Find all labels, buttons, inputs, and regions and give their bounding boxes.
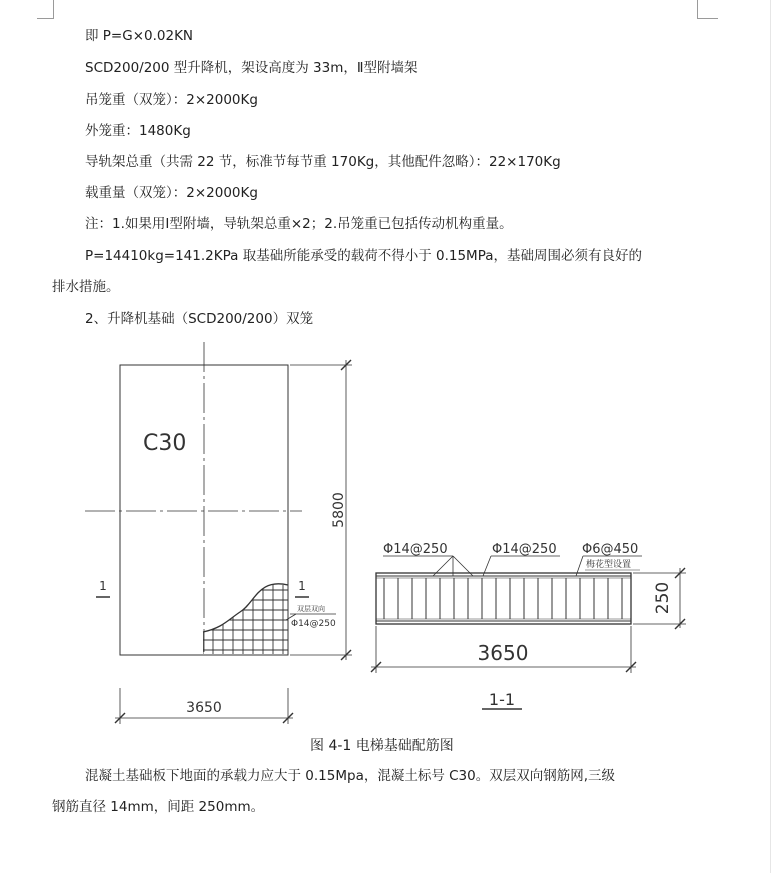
rebar-label-2: Φ14@250 [492, 542, 557, 557]
text-line-5: 导轨架总重（共需 22 节，标准节每节重 170Kg，其他配件忽略）：22×170Kg [85, 154, 561, 170]
rebar-note-double-layer: 双层双向 [297, 605, 325, 613]
rebar-note-spacing: Φ14@250 [291, 619, 336, 629]
concrete-grade-label: C30 [143, 431, 187, 456]
foundation-drawing [0, 335, 775, 725]
paragraph-line-1: 混凝土基础板下地面的承载力应大于 0.15Mpa，混凝土标号 C30。双层双向钢筋网,三级 [85, 768, 616, 784]
dim-text-3650-section: 3650 [477, 641, 529, 665]
mesh-break-curve [203, 584, 288, 632]
text-line-10: 2、升降机基础（SCD200/200）双笼 [85, 311, 314, 327]
corner-mark-left-h [37, 18, 53, 19]
text-line-2: SCD200/200 型升降机，架设高度为 33m，Ⅱ型附墙架 [85, 60, 418, 76]
text-line-8: P=14410kg=141.2KPa 取基础所能承受的载荷不得小于 0.15MPa，基础周围必须有良好的 [85, 248, 642, 264]
section-title: 1-1 [488, 690, 516, 709]
dim-text-5800: 5800 [331, 492, 347, 528]
section-outline [376, 573, 631, 624]
text-line-3: 吊笼重（双笼）：2×2000Kg [85, 92, 258, 108]
paragraph-line-2: 钢筋直径 14mm，间距 250mm。 [52, 799, 265, 815]
text-line-9: 排水措施。 [52, 279, 120, 295]
figure-caption: 图 4-1 电梯基础配筋图 [310, 738, 454, 754]
rebar-label-3: Φ6@450 [582, 542, 639, 557]
plan-view [85, 342, 352, 724]
corner-mark-right-h [697, 18, 718, 19]
text-line-1: 即 P=G×0.02KN [85, 28, 194, 44]
section-mark-right-label: 1 [298, 579, 306, 593]
text-line-7: 注：1.如果用Ⅰ型附墙，导轨架总重×2；2.吊笼重已包括传动机构重量。 [85, 216, 513, 232]
tie-arrangement-note: 梅花型设置 [586, 560, 632, 570]
corner-mark-left-v [53, 0, 54, 19]
text-line-4: 外笼重：1480Kg [85, 123, 191, 139]
rebar-label-1: Φ14@250 [383, 542, 448, 557]
dim-text-3650-plan: 3650 [186, 700, 222, 716]
text-line-6: 载重量（双笼）：2×2000Kg [85, 185, 258, 201]
corner-mark-right-v [697, 0, 698, 19]
dim-text-250: 250 [653, 581, 673, 615]
section-view [371, 556, 686, 709]
section-mark-left-label: 1 [99, 579, 107, 593]
